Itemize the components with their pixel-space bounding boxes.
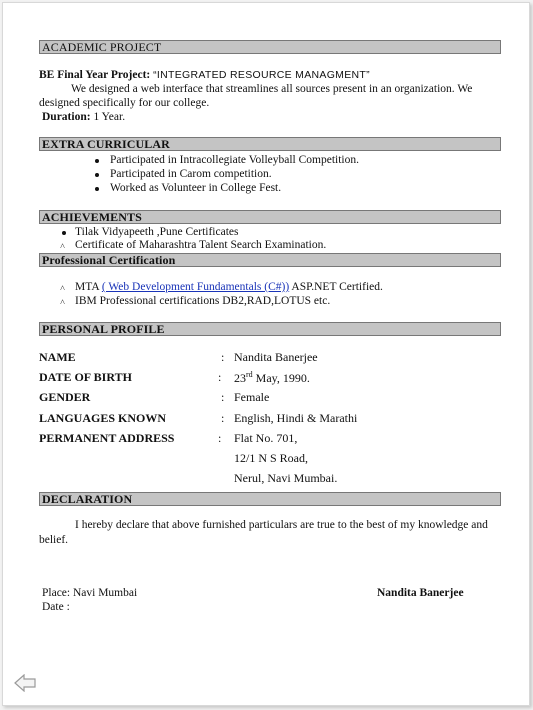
- project-label: BE Final Year Project:: [39, 69, 151, 81]
- extra-item: Participated in Intracollegiate Volleyball Competition.: [110, 154, 360, 166]
- name-label: NAME: [39, 350, 76, 364]
- bullet-icon: [62, 231, 66, 235]
- extra-item: Participated in Carom competition.: [110, 168, 272, 180]
- dob-value: [234, 370, 310, 386]
- dob-day: 23: [234, 371, 246, 385]
- arrowhead-bullet-icon: ˄: [60, 283, 66, 293]
- duration-value: 1 Year.: [93, 111, 126, 123]
- arrowhead-bullet-icon: ˄: [60, 297, 66, 307]
- cert-mta-suffix: ASP.NET Certified.: [289, 281, 383, 293]
- dob-label: DATE OF BIRTH: [39, 370, 132, 384]
- section-header-achievements: ACHIEVEMENTS: [39, 210, 501, 224]
- extra-item: Worked as Volunteer in College Fest.: [110, 182, 282, 194]
- project-title: “INTEGRATED RESOURCE MANAGMENT”: [153, 69, 370, 81]
- cert-mta: [75, 281, 383, 294]
- bullet-icon: [95, 187, 99, 191]
- duration-line: [42, 111, 125, 124]
- arrowhead-bullet-icon: ˄: [60, 241, 66, 251]
- languages-value: English, Hindi & Marathi: [234, 411, 358, 425]
- achievement-item: Certificate of Maharashtra Talent Search Examination.: [75, 239, 327, 251]
- colon: :: [218, 431, 222, 445]
- bullet-icon: [95, 159, 99, 163]
- name-value: Nandita Banerjee: [234, 350, 318, 364]
- section-header-extra-curricular: EXTRA CURRICULAR: [39, 137, 501, 151]
- project-desc-line2: designed specifically for our college.: [39, 97, 210, 109]
- colon: :: [218, 370, 222, 384]
- dob-suffix: rd: [246, 370, 253, 379]
- signature-name: Nandita Banerjee: [377, 587, 464, 599]
- place: Place: Navi Mumbai: [42, 587, 138, 599]
- project-desc-line1: We designed a web interface that streamlines all sources present in an organization. We: [71, 83, 473, 95]
- dob-rest: May, 1990.: [252, 371, 310, 385]
- colon: :: [221, 411, 225, 425]
- address-line1: Flat No. 701,: [234, 431, 298, 445]
- address-line3: Nerul, Navi Mumbai.: [234, 471, 338, 485]
- gender-value: Female: [234, 390, 270, 404]
- section-header-academic-project: ACADEMIC PROJECT: [39, 40, 501, 54]
- cert-ibm: IBM Professional certifications DB2,RAD,LOTUS etc.: [75, 295, 331, 307]
- section-header-declaration: DECLARATION: [39, 492, 501, 506]
- resume-page: [2, 2, 530, 706]
- declaration-line2: belief.: [39, 534, 69, 546]
- address-line2: 12/1 N S Road,: [234, 451, 309, 465]
- cert-mta-prefix: MTA: [75, 281, 102, 293]
- gender-label: GENDER: [39, 390, 91, 404]
- back-arrow-icon[interactable]: [14, 674, 36, 692]
- section-header-personal-profile: PERSONAL PROFILE: [39, 322, 501, 336]
- achievement-item: Tilak Vidyapeeth ,Pune Certificates: [75, 226, 239, 238]
- declaration-line1: I hereby declare that above furnished particulars are true to the best of my knowledge and: [75, 519, 488, 531]
- address-label: PERMANENT ADDRESS: [39, 431, 175, 445]
- project-line: [39, 69, 370, 82]
- bullet-icon: [95, 173, 99, 177]
- colon: :: [221, 350, 225, 364]
- colon: :: [221, 390, 225, 404]
- section-header-professional-certification: Professional Certification: [39, 253, 501, 267]
- languages-label: LANGUAGES KNOWN: [39, 411, 167, 425]
- web-dev-fundamentals-link[interactable]: ( Web Development Fundamentals (C#)): [101, 281, 290, 293]
- date: Date :: [42, 601, 70, 613]
- duration-label: Duration:: [42, 111, 91, 123]
